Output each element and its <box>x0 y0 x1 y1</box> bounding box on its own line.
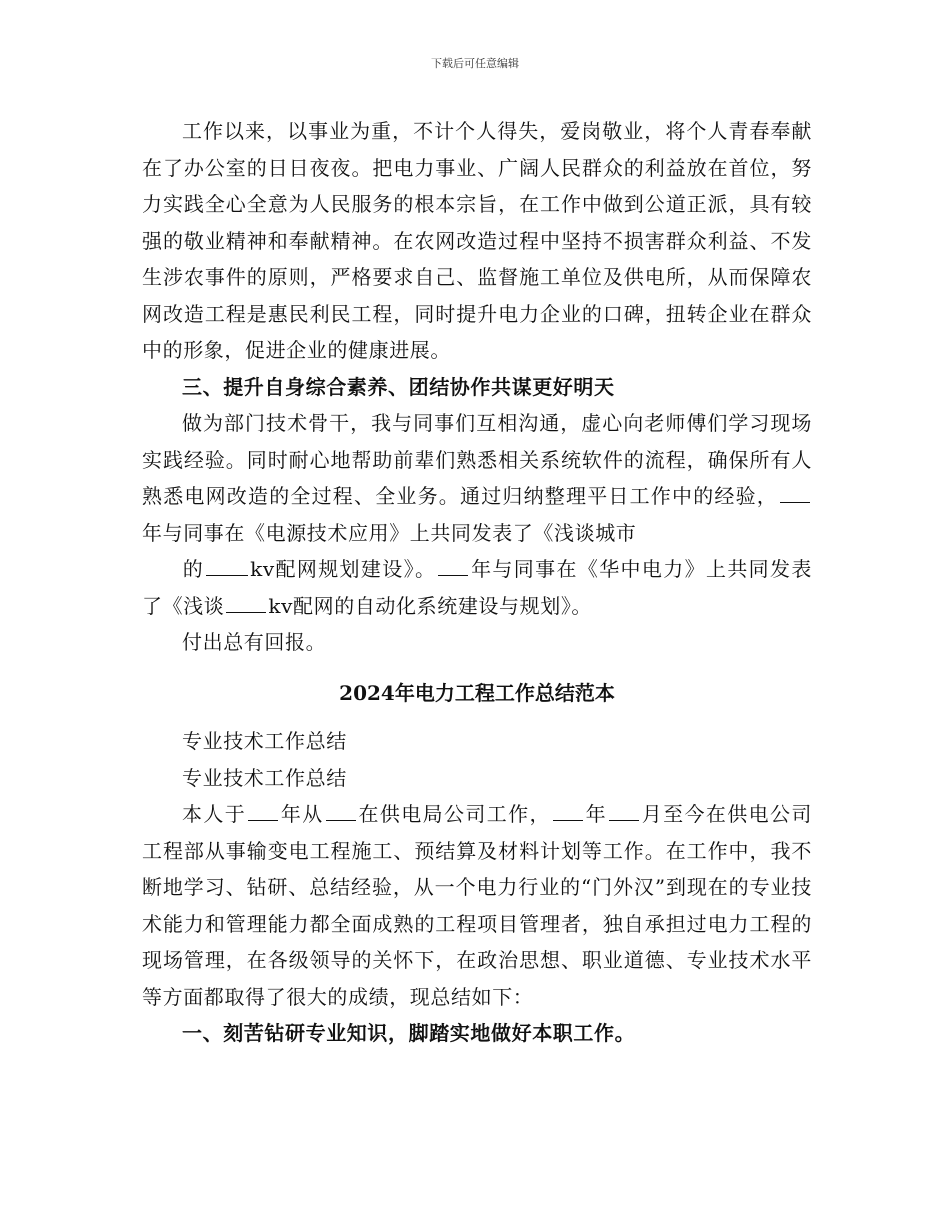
paragraph-text: 年与同事在《电源技术应用》上共同发表了《浅谈城市 <box>142 520 637 545</box>
paragraph-text: 月至今在供电公司工程部从事输变电工程施工、预结算及材料计划等工作。在工作中，我不断地学习、钻研、总结经验，从一个电力行业的“门外汉”到现在的专业技术能力和管理能力都全面成熟的工程项目管理者，独自承担过电力工程的现场管理，在各级领导的关怀下，在政治思想、职业道德、专业技术水平等方面都取得了很大的成绩，现总结如下： <box>142 802 812 1009</box>
paragraph-text: kv配网规划建设》。 <box>250 557 437 581</box>
paragraph-text: kv配网的自动化系统建设与规划》。 <box>268 593 593 618</box>
blank-underline <box>248 800 278 821</box>
blank-underline <box>226 592 266 613</box>
blank-underline <box>206 555 248 576</box>
body-paragraph: 工作以来，以事业为重，不计个人得失，爱岗敬业，将个人青春奉献在了办公室的日日夜夜。把电力事业、广阔人民群众的利益放在首位，努力实践全心全意为人民服务的根本宗旨，在工作中做到公道正派，具有较强的敬业精神和奉献精神。在农网改造过程中坚持不损害群众利益、不发生涉农事件的原则，严格要求自己、监督施工单位及供电所，从而保障农网改造工程是惠民利民工程，同时提升电力企业的口碑，扭转企业在群众中的形象，促进企业的健康进展。 <box>142 119 812 362</box>
blank-underline <box>553 800 583 821</box>
paragraph-text: 的 <box>182 557 205 581</box>
document-title: 2024年电力工程工作总结范本 <box>339 680 615 705</box>
paragraph-text: 年从 <box>280 802 324 826</box>
page-header: 下载后可任意编辑 <box>431 57 519 70</box>
paragraph-text: 年与同事在《华中电力》上共同发表了《浅谈 <box>142 557 812 618</box>
document-body <box>142 113 812 1052</box>
paragraph-text: 做为部门技术骨干，我与同事们互相沟通，虚心向老师傅们学习现场实践经验。同时耐心地帮助前辈们熟悉相关系统软件的流程，确保所有人熟悉电网改造的全过程、全业务。通过归纳整理平日工作中的经验， <box>142 411 812 508</box>
subtitle: 专业技术工作总结 <box>182 729 347 753</box>
closing-line: 付出总有回报。 <box>182 630 327 654</box>
paragraph-text: 本人于 <box>182 802 247 826</box>
section-heading: 三、提升自身综合素养、团结协作共谋更好明天 <box>182 374 615 399</box>
blank-underline <box>326 800 356 821</box>
paragraph-text: 在供电局公司工作， <box>357 802 551 826</box>
body-paragraph <box>142 551 812 624</box>
blank-underline <box>609 800 639 821</box>
blank-underline <box>438 555 468 576</box>
body-paragraph <box>142 405 812 551</box>
subtitle: 专业技术工作总结 <box>182 765 347 790</box>
section-heading: 一、刻苦钻研专业知识，脚踏实地做好本职工作。 <box>182 1021 636 1045</box>
paragraph-text: 年 <box>584 802 607 826</box>
blank-underline <box>780 482 810 503</box>
body-paragraph <box>142 796 812 1015</box>
